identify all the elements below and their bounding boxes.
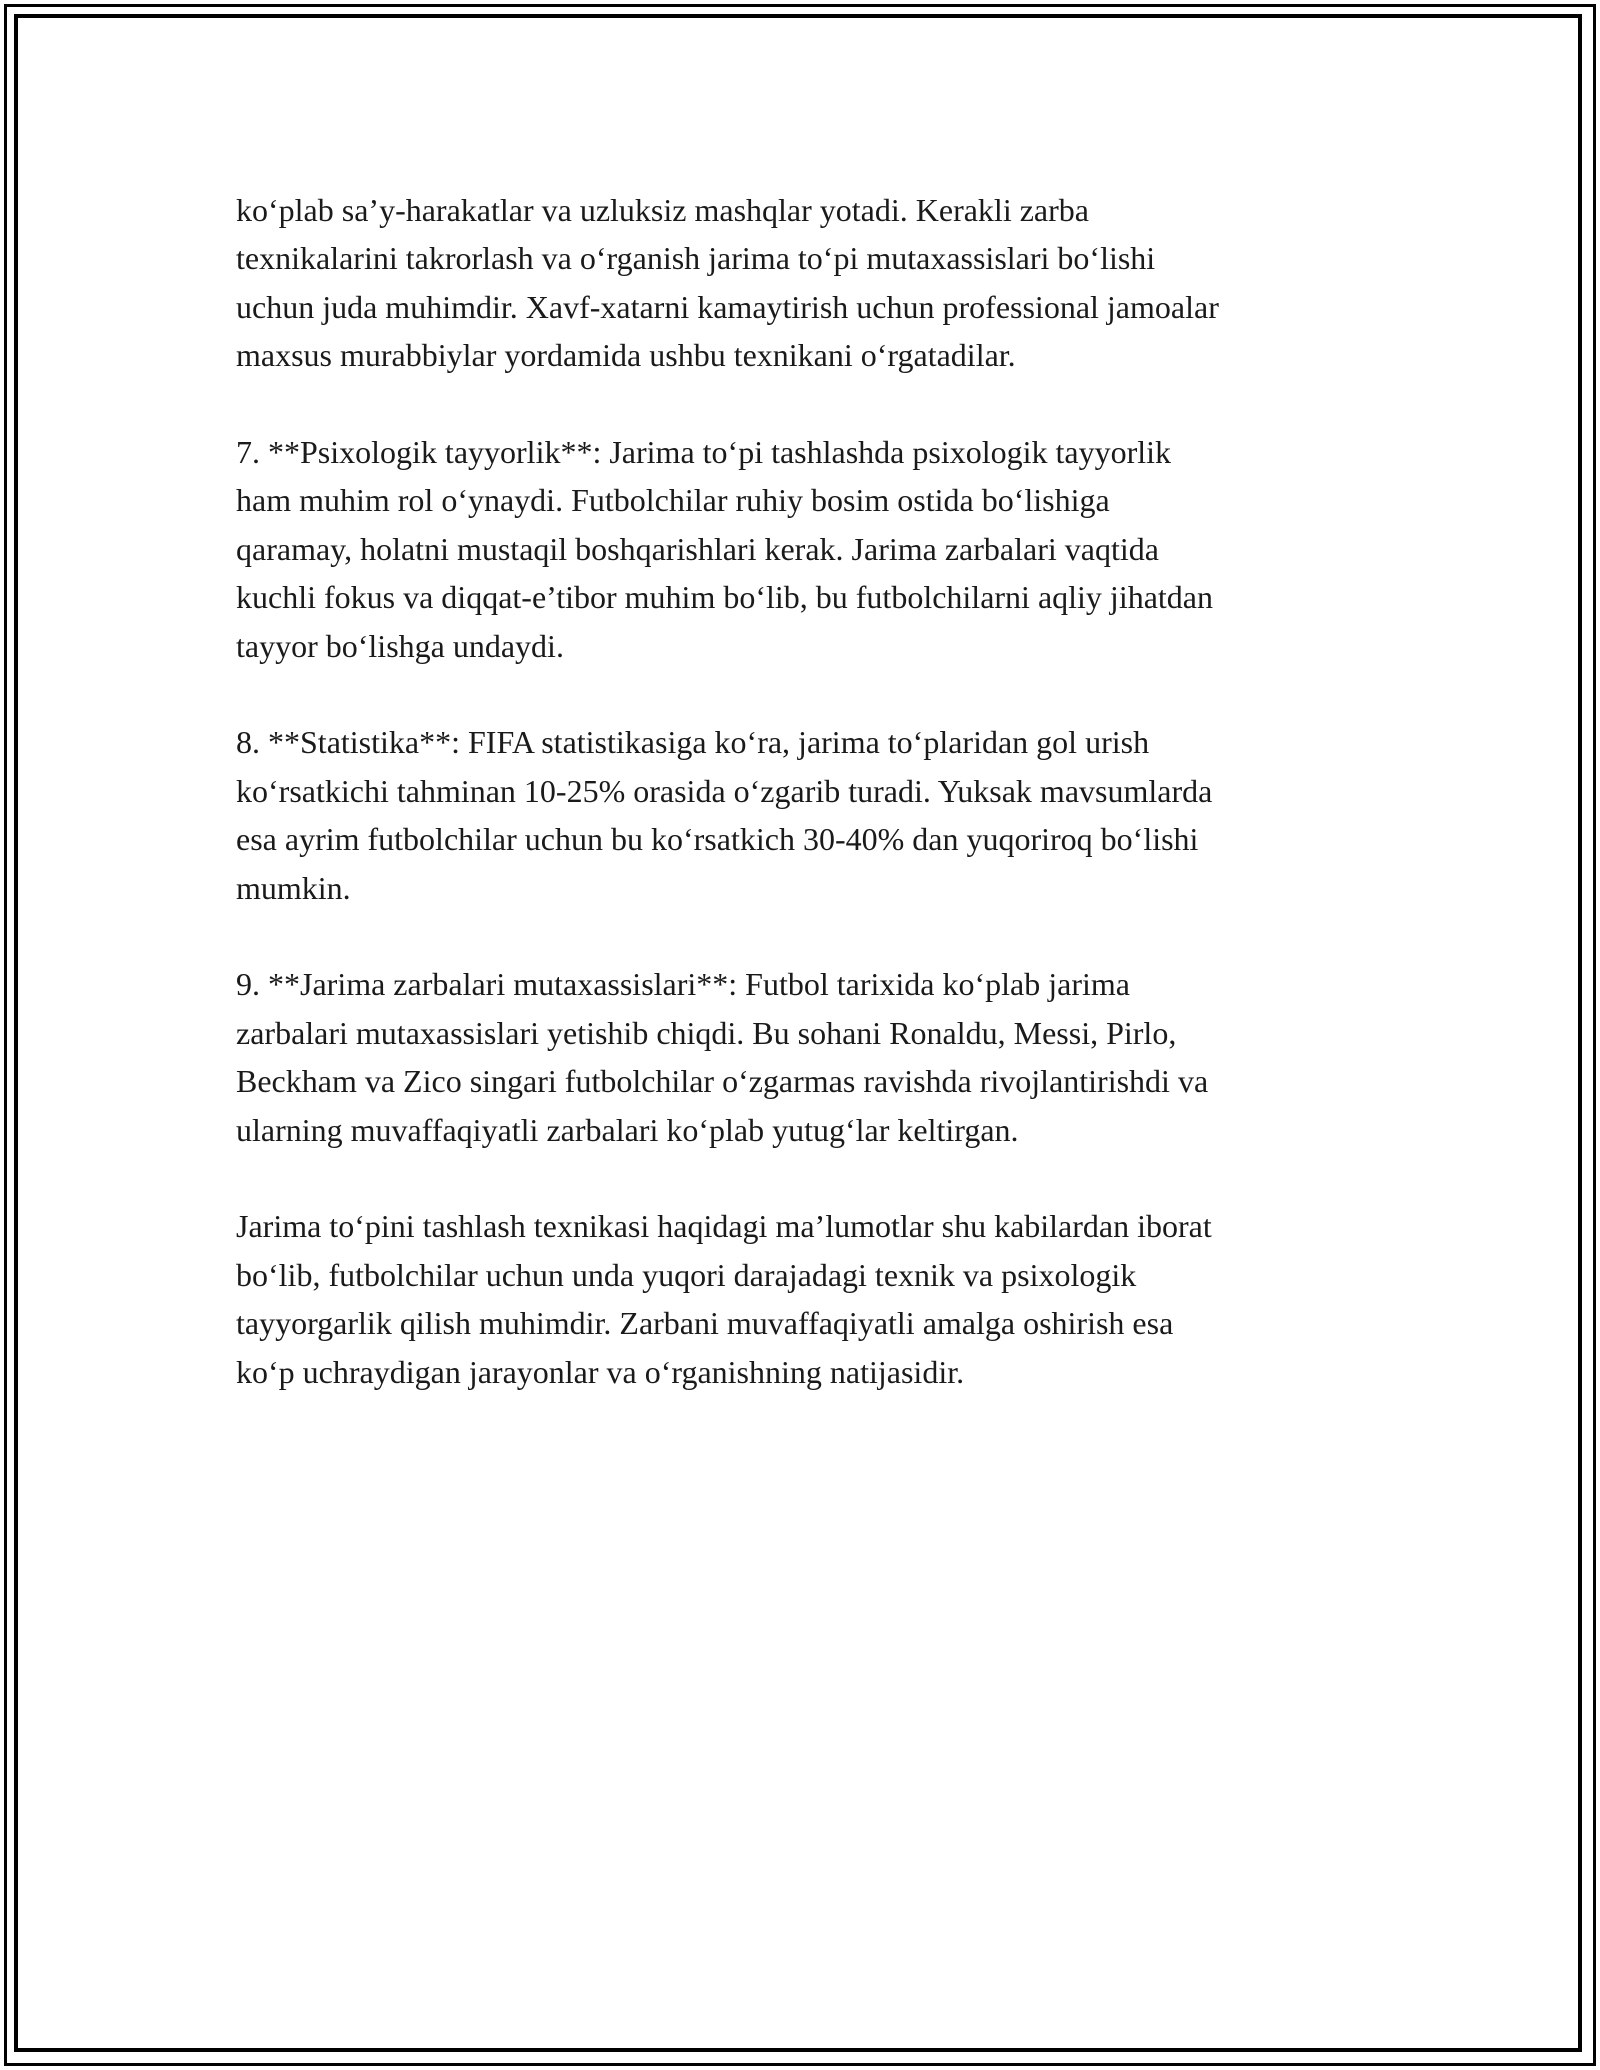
paragraph-psychological-readiness: 7. **Psixologik tayyorlik**: Jarima to‘pi tashlashda psixologik tayyorlik ham muhim rol o‘ynaydi. Futbolchilar ruhiy bosim ostida bo‘lishiga qaramay, holatni mustaqil boshqarishlari kerak. Jarima zarbalari vaqtida kuchli fokus va diqqat-e’tibor muhim bo‘lib, bu futbolchilarni aqliy jihatdan tayyor bo‘lishga undaydi. [236, 434, 1213, 664]
document-body [236, 186, 1386, 1444]
paragraph-intro-continuation: ko‘plab sa’y-harakatlar va uzluksiz mashqlar yotadi. Kerakli zarba texnikalarini takrorlash va o‘rganish jarima to‘pi mutaxassislari bo‘lishi uchun juda muhimdir. Xavf-xatarni kamaytirish uchun professional jamoalar maxsus murabbiylar yordamida ushbu texnikani o‘rgatadilar. [236, 192, 1219, 374]
paragraph-statistics: 8. **Statistika**: FIFA statistikasiga ko‘ra, jarima to‘plaridan gol urish ko‘rsatkichi tahminan 10-25% orasida o‘zgarib turadi. Yuksak mavsumlarda esa ayrim futbolchilar uchun bu ko‘rsatkich 30-40% dan yuqoriroq bo‘lishi mumkin. [236, 724, 1213, 906]
paragraph-conclusion: Jarima to‘pini tashlash texnikasi haqidagi ma’lumotlar shu kabilardan iborat bo‘lib, futbolchilar uchun unda yuqori darajadagi texnik va psixologik tayyorgarlik qilish muhimdir. Zarbani muvaffaqiyatli amalga oshirish esa ko‘p uchraydigan jarayonlar va o‘rganishning natijasidir. [236, 1208, 1212, 1390]
paragraph-free-kick-specialists: 9. **Jarima zarbalari mutaxassislari**: Futbol tarixida ko‘plab jarima zarbalari mutaxassislari yetishib chiqdi. Bu sohani Ronaldu, Messi, Pirlo, Beckham va Zico singari futbolchilar o‘zgarmas ravishda rivojlantirishdi va ularning muvaffaqiyatli zarbalari ko‘plab yutug‘lar keltirgan. [236, 966, 1209, 1148]
